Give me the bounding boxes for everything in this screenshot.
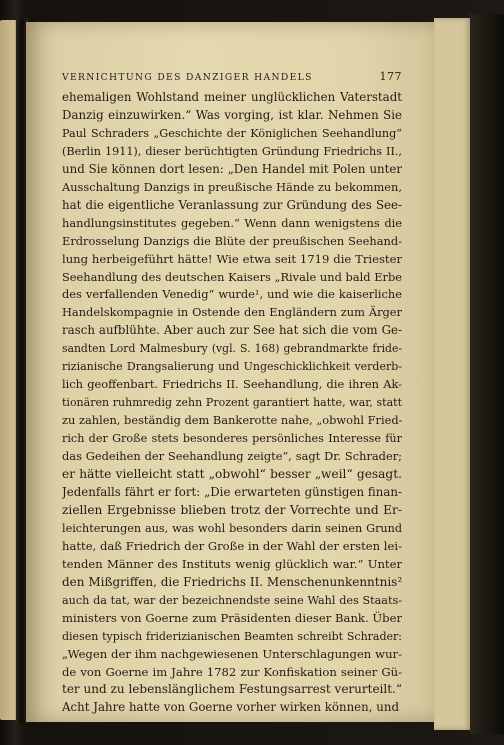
text-line: handlungsinstitutes gegeben.“ Wenn dann wenigstens die — [62, 215, 402, 230]
text-line: hatte, daß Friedrich der Große in der Wahl der ersten lei- — [62, 538, 402, 553]
text-line: er hätte vielleicht statt „obwohl“ besser „weil“ gesagt. — [62, 467, 402, 482]
running-header — [62, 70, 402, 83]
text-line: ehemaligen Wohlstand meiner unglücklichen Vaterstadt — [62, 90, 402, 104]
text-line: Acht Jahre hatte von Goerne vorher wirken können, und — [62, 700, 400, 715]
running-title: VERNICHTUNG DES DANZIGER HANDELS — [62, 72, 313, 83]
book-cover-edge — [470, 14, 504, 734]
text-line: sandten Lord Malmesbury (vgl. S. 168) gebrandmarkte fride- — [62, 342, 402, 356]
text-line: lung herbeigeführt hätte! Wie etwa seit 1719 die Triester — [62, 251, 402, 266]
text-line: zu zahlen, beständig dem Bankerotte nahe, „obwohl Fried- — [62, 413, 402, 428]
text-line: (Berlin 1911), dieser berüchtigten Gründung Friedrichs II., — [62, 144, 402, 158]
text-line: Ausschaltung Danzigs in preußische Hände zu bekommen, — [62, 179, 402, 194]
text-line: ministers von Goerne zum Präsidenten dieser Bank. Über — [62, 610, 402, 625]
text-line: Seehandlung des deutschen Kaisers „Rivale und bald Erbe — [62, 269, 402, 284]
text-line: und Sie können dort lesen: „Den Handel mit Polen unter — [62, 161, 402, 176]
text-line: Jedenfalls fährt er fort: „Die erwarteten günstigen finan- — [62, 484, 402, 499]
text-line: ziellen Ergebnisse blieben trotz der Vorrechte und Er- — [62, 502, 402, 517]
text-line: ter und zu lebenslänglichem Festungsarrest verurteilt.“ — [62, 682, 402, 697]
text-line: auch da tat, war der bezeichnendste seine Wahl des Staats- — [62, 593, 402, 607]
text-line: tenden Männer des Instituts wenig glücklich war.“ Unter — [62, 556, 402, 571]
text-line: rasch aufblühte. Aber auch zur See hat sich die vom Ge- — [62, 323, 402, 338]
text-line: Erdrosselung Danzigs die Blüte der preußischen Seehand- — [62, 233, 402, 248]
body-text — [62, 89, 402, 717]
text-line: rich der Große stets besonderes persönliches Interesse für — [62, 432, 402, 446]
text-line: de von Goerne im Jahre 1782 zur Konfiskation seiner Gü- — [62, 664, 402, 679]
text-line: diesen typisch friderizianischen Beamten schreibt Schrader: — [62, 629, 402, 643]
text-line: tionären ruhmredig zehn Prozent garantiert hatte, war, statt — [62, 396, 402, 410]
text-line: das Gedeihen der Seehandlung zeigte“, sagt Dr. Schrader; — [62, 449, 402, 464]
text-line: Danzig einzuwirken.“ Was vorging, ist klar. Nehmen Sie — [62, 107, 402, 122]
page-number: 177 — [379, 70, 402, 83]
text-line: Handelskompagnie in Ostende den Engländern zum Ärger — [62, 305, 402, 320]
text-line: den Mißgriffen, die Friedrichs II. Menschenunkenntnis² — [62, 574, 402, 589]
text-line: hat die eigentliche Veranlassung zur Gründung des See- — [62, 197, 402, 212]
text-line: Paul Schraders „Geschichte der Königlichen Seehandlung“ — [62, 126, 402, 140]
text-line: „Wegen der ihm nachgewiesenen Unterschlagungen wur- — [62, 646, 402, 661]
text-line: des verfallenden Venedig“ wurde¹, und wie die kaiserliche — [62, 287, 402, 302]
text-line: leichterungen aus, was wohl besonders darin seinen Grund — [62, 521, 402, 535]
text-line: rizianische Drangsalierung und Ungeschicklichkeit verderb- — [62, 360, 402, 374]
page-stack-edges — [434, 18, 472, 730]
text-line: lich geoffenbart. Friedrichs II. Seehandlung, die ihren Ak- — [62, 377, 402, 392]
